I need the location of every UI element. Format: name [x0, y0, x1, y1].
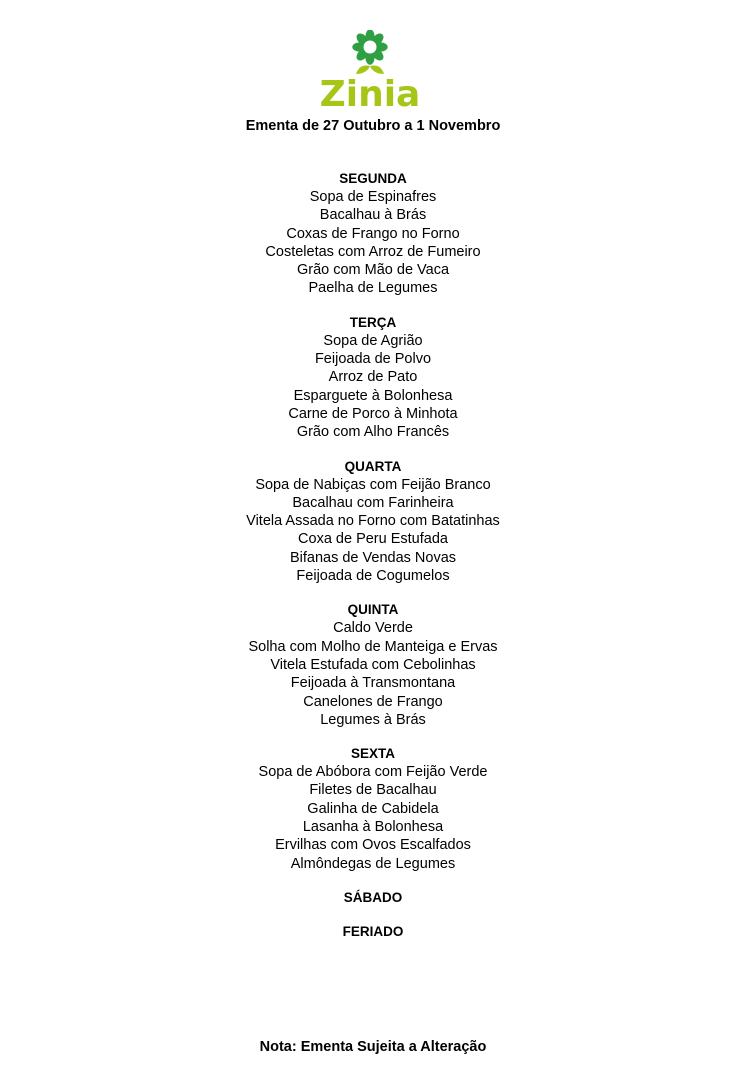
dish-item: Vitela Assada no Forno com Batatinhas — [246, 513, 500, 530]
flower-icon — [318, 30, 422, 110]
day-name: QUINTA — [347, 602, 399, 618]
day-name: SEGUNDA — [339, 171, 407, 186]
dish-item: Canelones de Frango — [303, 693, 443, 710]
day-block — [0, 458, 740, 586]
dish-item: Sopa de Nabiças com Feijão Branco — [255, 476, 491, 493]
dish-item: Galinha de Cabidela — [307, 800, 439, 817]
day-block — [0, 889, 740, 907]
day-name: FERIADO — [342, 923, 404, 939]
day-name: TERÇA — [349, 314, 397, 330]
dish-item: Grão com Mão de Vaca — [296, 262, 450, 279]
dish-item: Feijoada de Cogumelos — [296, 568, 450, 585]
leaf-right — [370, 65, 384, 74]
dish-item: Filetes de Bacalhau — [309, 782, 437, 799]
dish-item: Sopa de Abóbora com Feijão Verde — [258, 764, 488, 781]
day-block — [0, 745, 740, 873]
dish-item: Esparguete à Bolonhesa — [293, 387, 453, 404]
dish-item: Coxas de Frango no Forno — [286, 225, 460, 242]
day-name: QUARTA — [344, 458, 402, 474]
dish-item: Sopa de Espinafres — [309, 189, 437, 205]
menu-period-title: Ementa de 27 Outubro a 1 Novembro — [245, 118, 501, 134]
dish-item: Costeletas com Arroz de Fumeiro — [265, 243, 481, 260]
dish-item: Bacalhau à Brás — [319, 207, 427, 224]
leaf-left — [356, 65, 370, 74]
dish-item: Bacalhau com Farinheira — [292, 494, 454, 511]
dish-item: Feijoada à Transmontana — [290, 675, 456, 692]
day-block — [0, 314, 740, 442]
dish-item: Grão com Alho Francês — [296, 424, 450, 441]
dish-item: Ervilhas com Ovos Escalfados — [275, 837, 471, 854]
day-block — [0, 601, 740, 729]
dish-item: Legumes à Brás — [320, 711, 426, 728]
dish-item: Vitela Estufada com Cebolinhas — [270, 656, 476, 673]
dish-item: Almôndegas de Legumes — [290, 855, 456, 872]
dish-item: Sopa de Agrião — [323, 332, 423, 349]
day-block — [0, 170, 740, 298]
dish-item: Lasanha à Bolonhesa — [302, 819, 444, 836]
weekly-menu — [0, 170, 740, 957]
zinia-logo — [318, 30, 422, 110]
dish-item: Solha com Molho de Manteiga e Ervas — [248, 638, 498, 655]
dish-item: Caldo Verde — [333, 620, 413, 637]
day-name: SÁBADO — [343, 889, 403, 905]
dish-item: Feijoada de Polvo — [314, 351, 432, 368]
menu-note: Nota: Ementa Sujeita a Alteração — [259, 1039, 487, 1055]
day-block — [0, 923, 740, 941]
logo-text: Zinia — [319, 74, 421, 110]
dish-item: Bifanas de Vendas Novas — [289, 549, 457, 566]
dish-item: Paelha de Legumes — [308, 280, 438, 297]
dish-item: Carne de Porco à Minhota — [288, 405, 458, 422]
day-name: SEXTA — [350, 746, 395, 762]
flower-center — [364, 41, 377, 54]
dish-item: Coxa de Peru Estufada — [298, 531, 448, 548]
dish-item: Arroz de Pato — [328, 369, 418, 386]
